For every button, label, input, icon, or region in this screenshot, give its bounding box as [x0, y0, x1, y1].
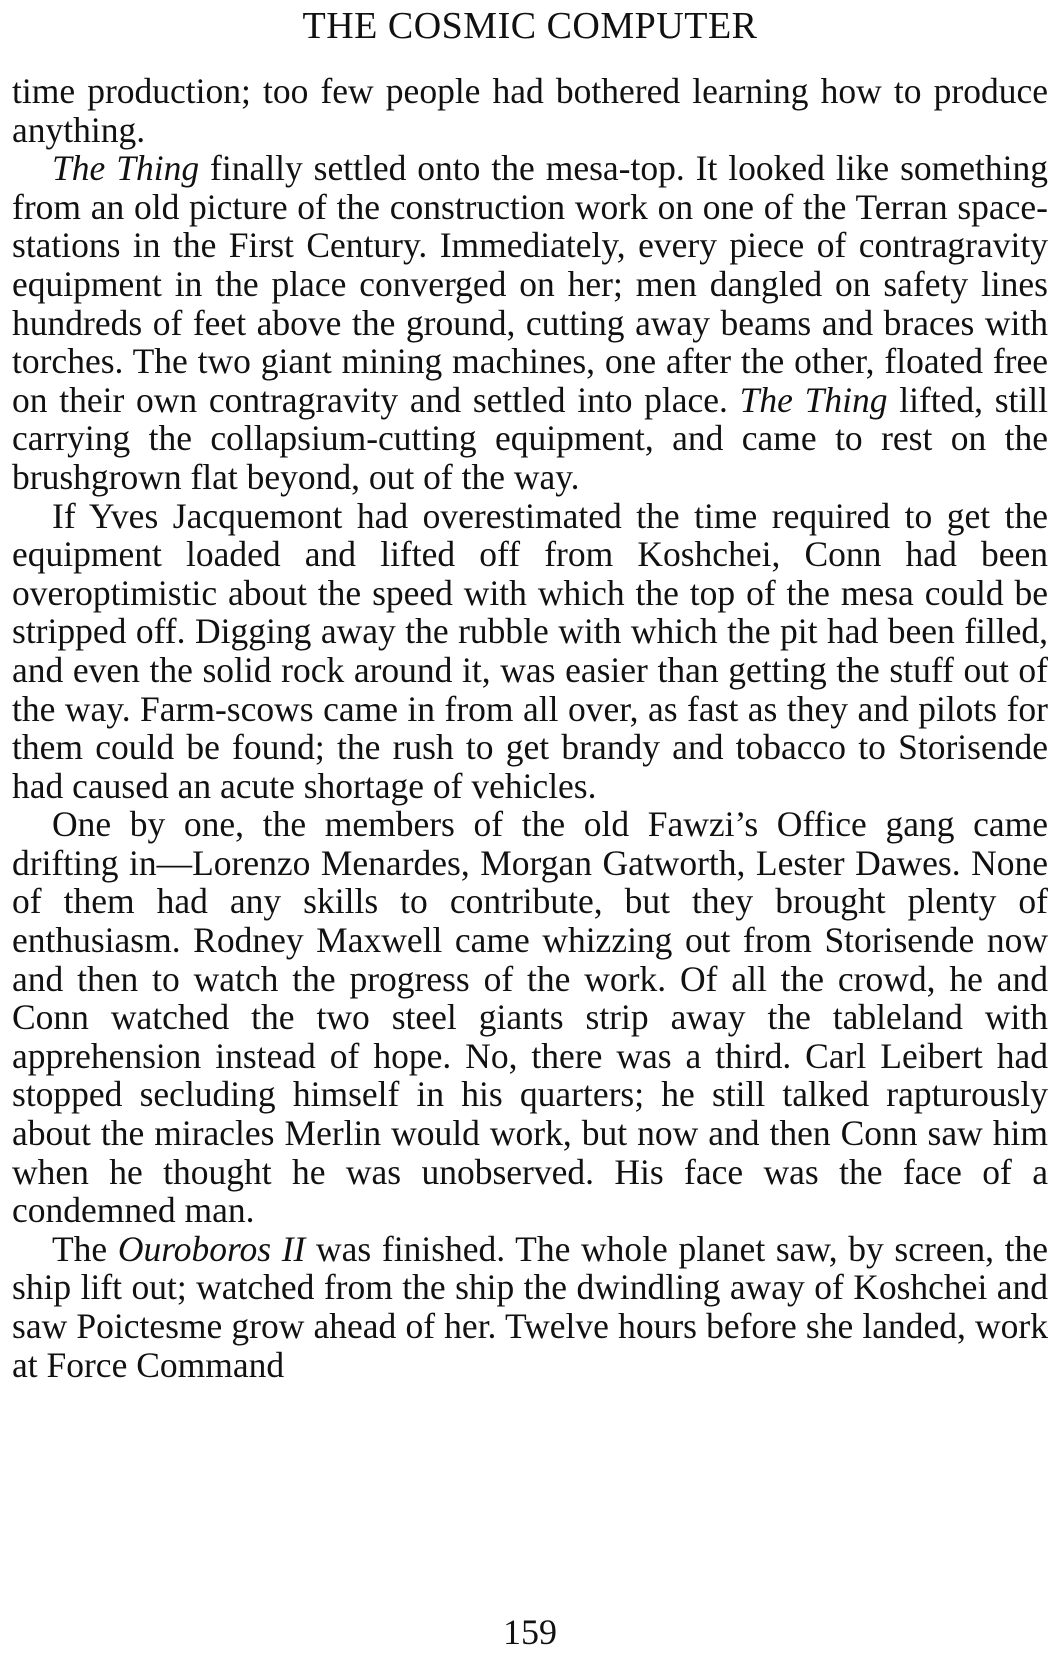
- page-number: 159: [503, 1612, 557, 1652]
- ship-name-italic: Ouroboros II: [117, 1228, 306, 1269]
- text-run: time production; too few people had bothered learning how to produce anything.: [12, 71, 1048, 150]
- ship-name-italic: The Thing: [52, 148, 200, 189]
- text-run: finally settled onto the mesa-top. It looked like something from an old picture of the construction work on one of the Terran space-stations in the First Century. Immediately, every piece of contragravity equipment in the place converged on her; men dangled on safety lines hundreds of feet above the ground, cutting away beams and braces with torches. The two giant mining machines, one after the other, floated free on their own contragravity and settled into place.: [12, 148, 1048, 420]
- running-head: THE COSMIC COMPUTER: [302, 5, 758, 47]
- text-run: One by one, the members of the old Fawzi’s Office gang came drifting in—Lorenzo Menardes, Morgan Gatworth, Lester Dawes. None of them had any skills to contribute, but they brought plenty of enthusiasm. Rodney Maxwell came whizzing out from Storisende now and then to watch the progress of the work. Of all the crowd, he and Conn watched the two steel giants strip away the tableland with apprehension instead of hope. No, there was a third. Carl Leibert had stopped secluding himself in his quarters; he still talked rapturously about the miracles Merlin would work, but now and then Conn saw him when he thought he was unobserved. His face was the face of a condemned man.: [12, 804, 1048, 1231]
- ship-name-italic: The Thing: [739, 379, 888, 420]
- text-run: The: [52, 1228, 118, 1269]
- text-run: was finished. The whole planet saw, by screen, the ship lift out; watched from the ship the dwindling away of Koshchei and saw Poictesme grow ahead of her. Twelve hours before she landed, work at Force Command: [12, 1228, 1048, 1385]
- paragraph: [12, 1230, 1048, 1384]
- paragraph: [12, 805, 1048, 1230]
- paragraph: [12, 497, 1048, 806]
- text-run: If Yves Jacquemont had overestimated the time required to get the equipment loaded and lifted off from Koshchei, Conn had been overoptimistic about the speed with which the top of the mesa could be stripped off. Digging away the rubble with which the pit had been filled, and even the solid rock around it, was easier than getting the stuff out of the way. Farm-scows came in from all over, as fast as they and pilots for them could be found; the rush to get brandy and tobacco to Storisende had caused an acute shortage of vehicles.: [12, 495, 1048, 806]
- body-text: [12, 72, 1048, 1384]
- text-run: lifted, still carrying the collapsium-cutting equipment, and came to rest on the brushgrown flat beyond, out of the way.: [12, 379, 1049, 497]
- paragraph: [12, 149, 1048, 496]
- paragraph: [12, 72, 1048, 149]
